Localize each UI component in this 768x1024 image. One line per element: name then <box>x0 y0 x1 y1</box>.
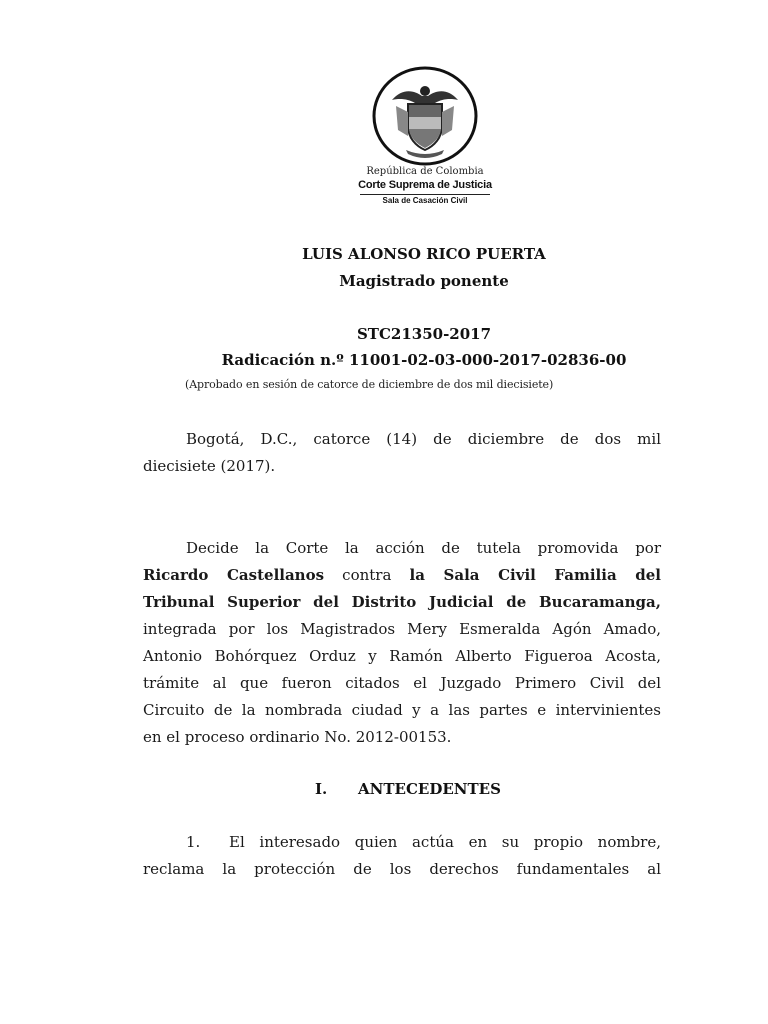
seal-republic-label: República de Colombia <box>366 166 484 177</box>
decision-line-2 <box>143 562 661 589</box>
seal-court-label: Corte Suprema de Justicia <box>358 179 492 191</box>
seal-chamber-label: Sala de Casación Civil <box>382 196 468 205</box>
decision-paragraph <box>143 535 661 751</box>
date-line-2: diecisiete (2017). <box>143 457 276 475</box>
defendant-chamber: la Sala Civil Familia del <box>409 566 661 584</box>
item-1-line-2: reclama la protección de los derechos fundamentales al <box>143 860 661 878</box>
decision-line-7: Circuito de la nombrada ciudad y a las partes e intervinientes <box>143 701 661 719</box>
item-1-line-1 <box>143 829 661 856</box>
decision-line-8: en el proceso ordinario No. 2012-00153. <box>143 728 452 746</box>
item-1-paragraph <box>143 829 661 883</box>
item-1-text: El interesado quien actúa en su propio nombre, <box>229 833 661 851</box>
date-paragraph <box>143 426 661 480</box>
date-line-1: Bogotá, D.C., catorce (14) de diciembre de dos mil <box>186 430 661 448</box>
item-1-number: 1. <box>186 833 201 851</box>
section-heading <box>315 780 501 798</box>
plaintiff-name: Ricardo Castellanos <box>143 566 325 584</box>
contra-word: contra <box>324 566 410 584</box>
decision-line-4: integrada por los Magistrados Mery Esmeralda Agón Amado, <box>143 620 661 638</box>
magistrate-name: LUIS ALONSO RICO PUERTA <box>302 245 546 263</box>
decision-line-3: Tribunal Superior del Distrito Judicial de Bucaramanga, <box>143 593 661 611</box>
approval-note: (Aprobado en sesión de catorce de diciembre de dos mil diecisiete) <box>185 378 554 391</box>
decision-line-6: trámite al que fueron citados el Juzgado Primero Civil del <box>143 674 661 692</box>
section-number: I. <box>315 780 328 798</box>
radicacion-number: Radicación n.º 11001-02-03-000-2017-02836-00 <box>221 351 627 369</box>
section-title: ANTECEDENTES <box>358 780 501 798</box>
coat-of-arms-seal <box>372 66 478 166</box>
seal-caption <box>350 166 500 207</box>
magistrate-role: Magistrado ponente <box>339 272 509 290</box>
decision-line-5: Antonio Bohórquez Orduz y Ramón Alberto Figueroa Acosta, <box>143 647 661 665</box>
case-id: STC21350-2017 <box>356 325 492 343</box>
decision-line-1: Decide la Corte la acción de tutela promovida por <box>186 539 661 557</box>
